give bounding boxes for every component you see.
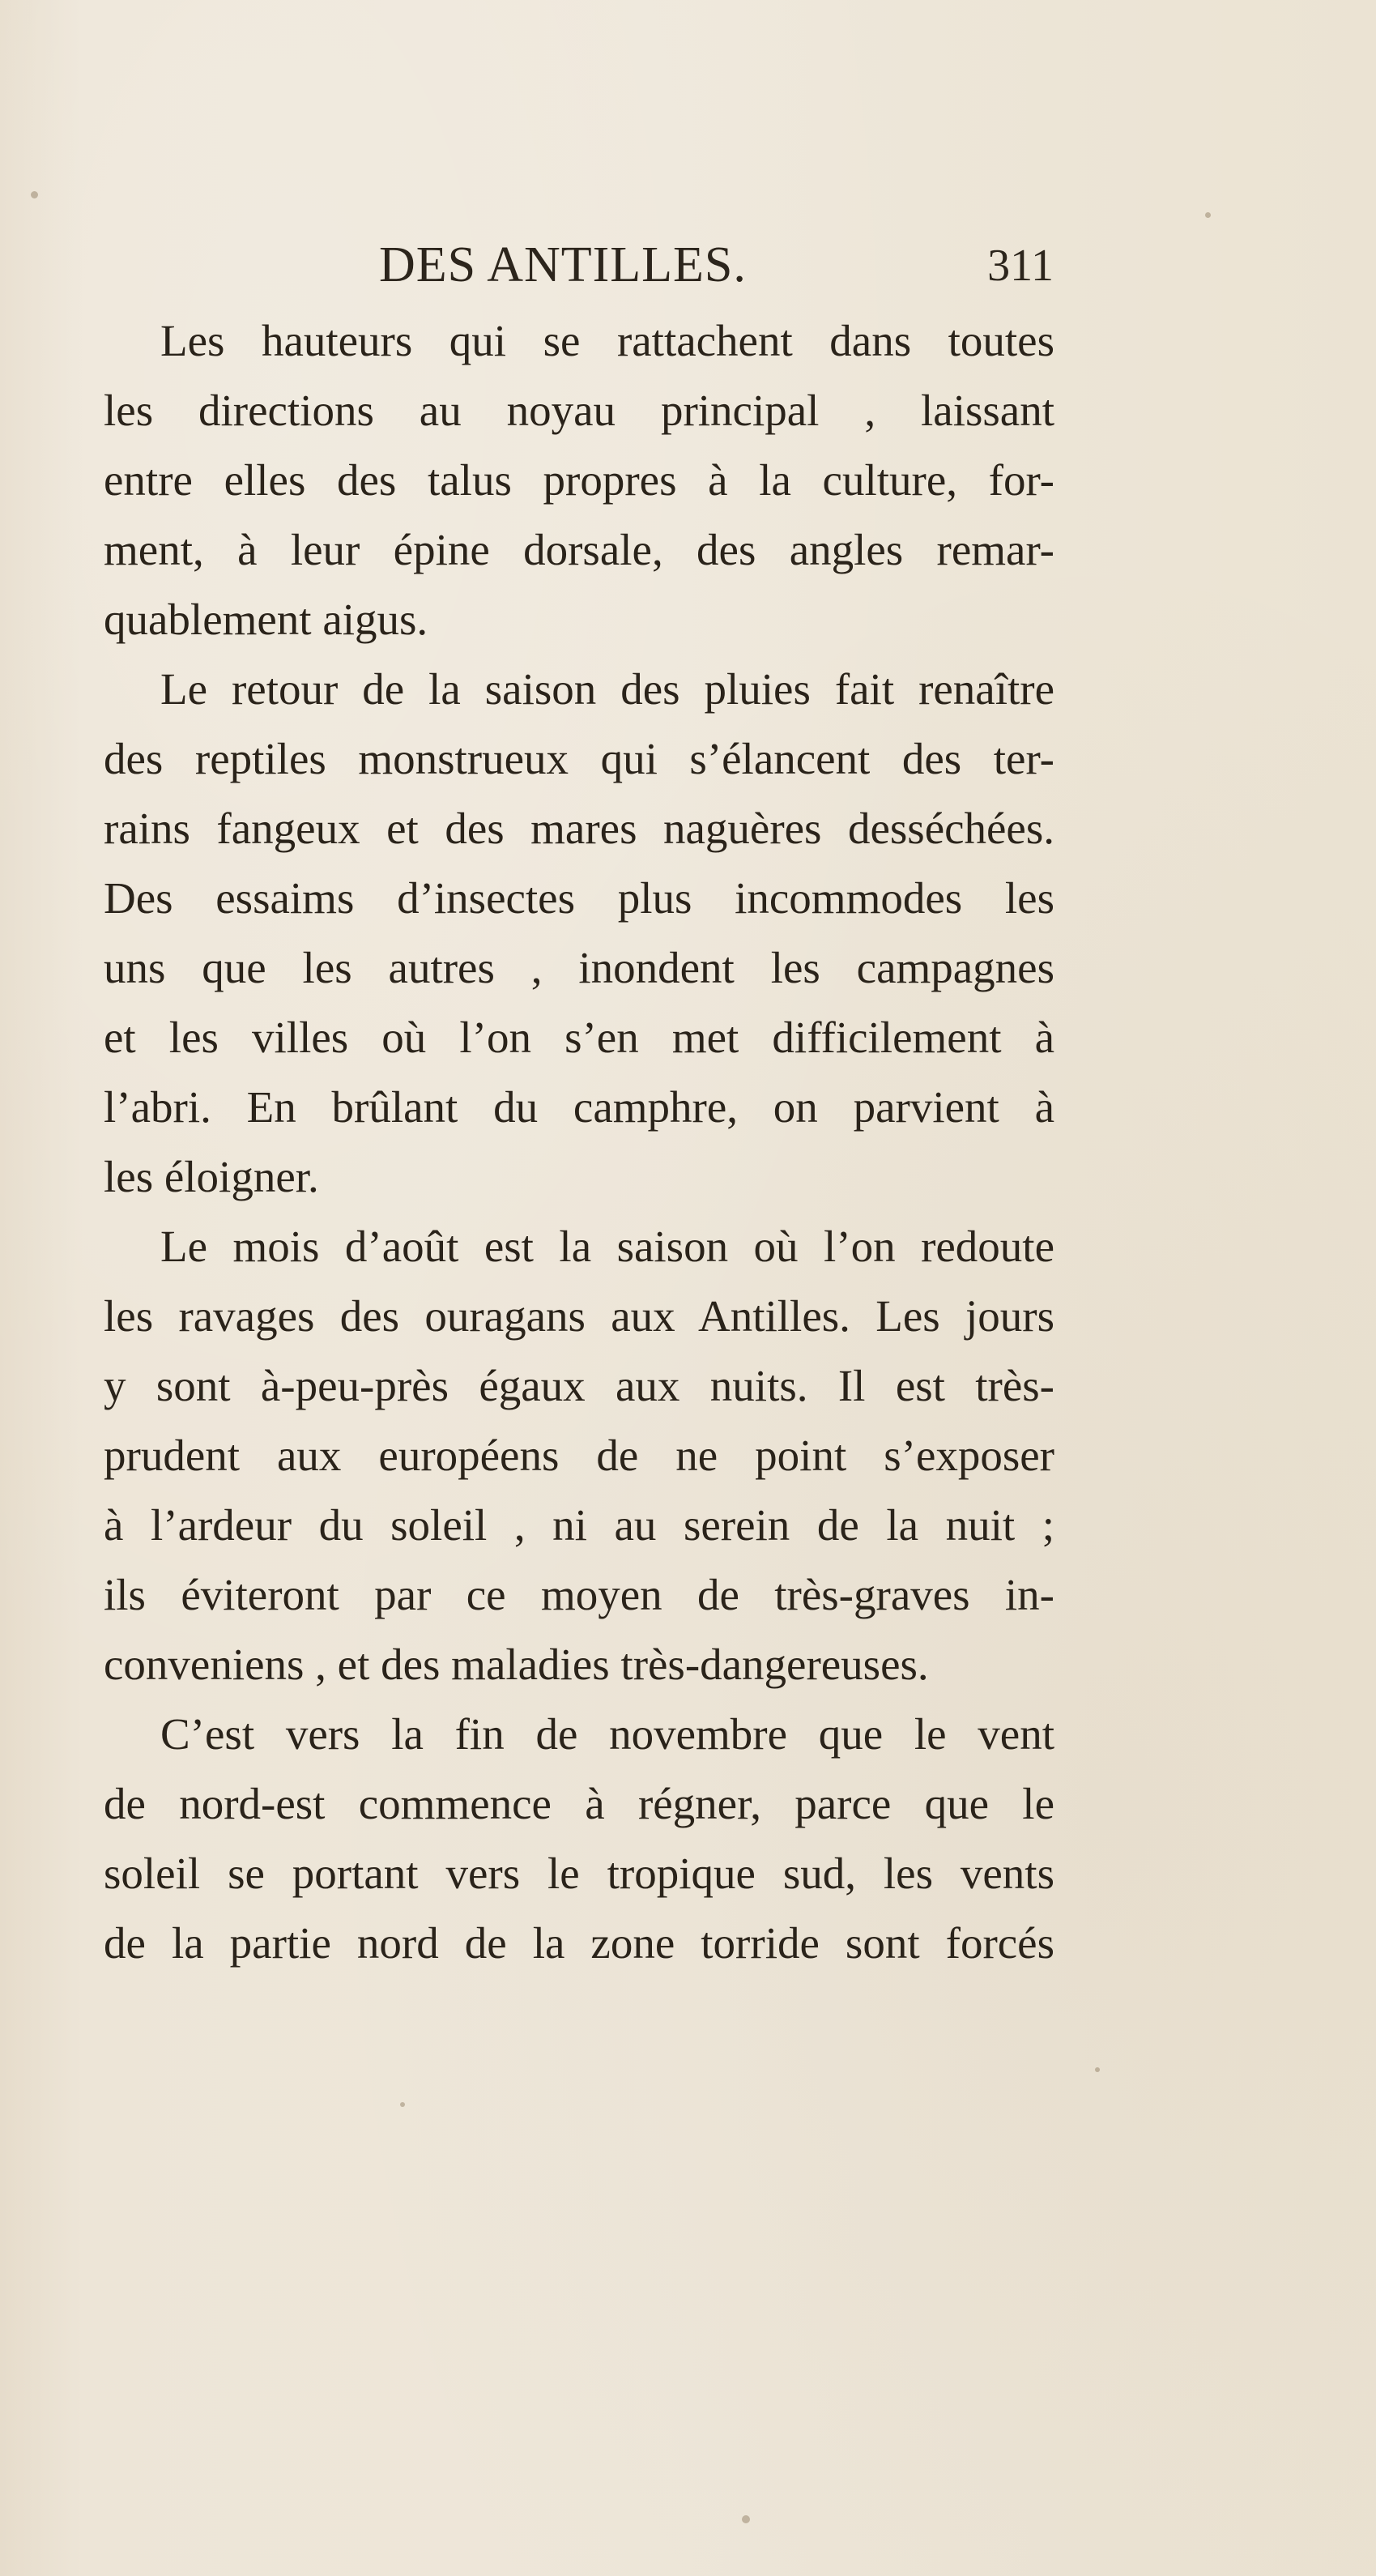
- text-line: Le retour de la saison des pluies fait renaître: [160, 664, 1054, 714]
- text-line: y sont à-peu-près égaux aux nuits. Il est très-: [104, 1361, 1054, 1410]
- text-line: rains fangeux et des mares naguères desséchées.: [104, 804, 1054, 853]
- page-number: 311: [987, 241, 1054, 291]
- text-line: C’est vers la fin de novembre que le vent: [160, 1709, 1054, 1759]
- text-line: ment, à leur épine dorsale, des angles remar-: [104, 525, 1054, 574]
- paper-spot: [1205, 212, 1211, 218]
- text-line: à l’ardeur du soleil , ni au serein de la nuit ;: [104, 1500, 1054, 1550]
- text-line: de la partie nord de la zone torride sont forcés: [104, 1918, 1054, 1968]
- running-title: DES ANTILLES.: [379, 237, 747, 292]
- text-line: entre elles des talus propres à la culture, for-: [104, 455, 1054, 505]
- text-line: les éloigner.: [104, 1152, 319, 1201]
- text-line: quablement aigus.: [104, 595, 428, 644]
- body-text: [104, 306, 1054, 1978]
- text-line: uns que les autres , inondent les campagnes: [104, 943, 1054, 992]
- text-line: Les hauteurs qui se rattachent dans toutes: [160, 316, 1054, 365]
- page-header: [379, 237, 1054, 293]
- text-line: ils éviteront par ce moyen de très-graves in-: [104, 1570, 1054, 1619]
- text-line: soleil se portant vers le tropique sud, les vents: [104, 1849, 1054, 1898]
- text-line: les directions au noyau principal , laissant: [104, 386, 1054, 435]
- text-line: de nord-est commence à régner, parce que le: [104, 1779, 1054, 1828]
- paragraph: [104, 1212, 1054, 1700]
- text-line: Des essaims d’insectes plus incommodes les: [104, 873, 1054, 923]
- paper-spot: [1095, 2067, 1100, 2072]
- paper-spot: [742, 2515, 750, 2523]
- text-line: les ravages des ouragans aux Antilles. Les jours: [104, 1291, 1054, 1341]
- text-line: prudent aux européens de ne point s’exposer: [104, 1431, 1054, 1480]
- text-line: Le mois d’août est la saison où l’on redoute: [160, 1222, 1054, 1271]
- text-line: et les villes où l’on s’en met difficilement à: [104, 1013, 1054, 1062]
- text-line: conveniens , et des maladies très-dangereuses.: [104, 1640, 929, 1689]
- paragraph: [104, 1700, 1054, 1978]
- text-line: l’abri. En brûlant du camphre, on parvient à: [104, 1082, 1054, 1132]
- paper-spot: [31, 191, 38, 198]
- text-line: des reptiles monstrueux qui s’élancent des ter-: [104, 734, 1054, 783]
- paper-spot: [400, 2102, 405, 2107]
- paragraph: [104, 655, 1054, 1212]
- paragraph: [104, 306, 1054, 655]
